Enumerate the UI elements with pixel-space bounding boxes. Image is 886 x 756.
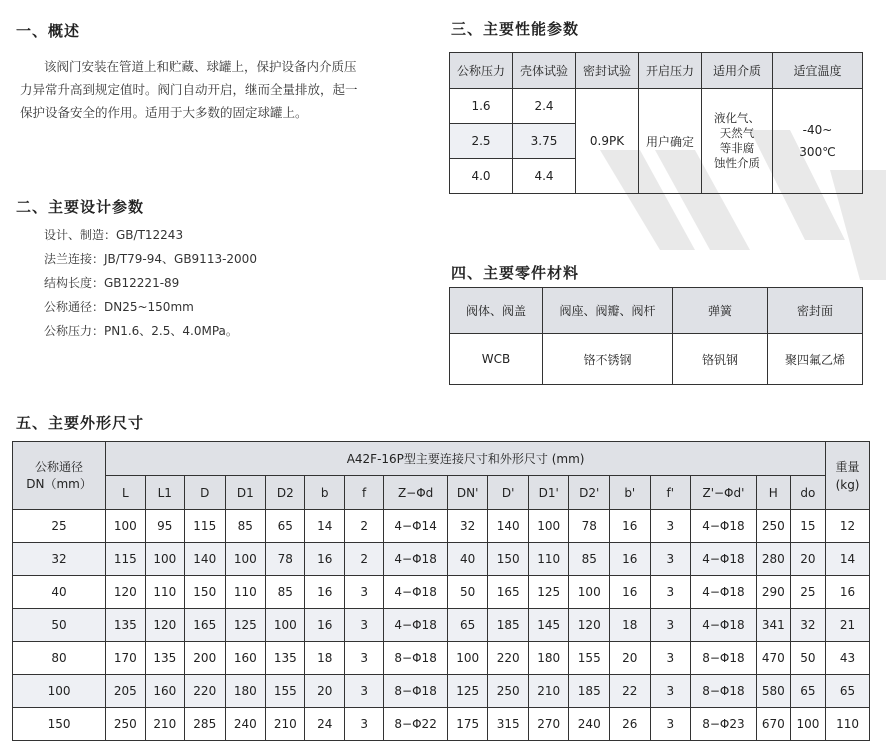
media-line: 等非腐: [719, 141, 755, 155]
dim-cell: 285: [184, 708, 225, 741]
section-2-title: 二、主要设计参数: [16, 198, 145, 216]
dim-cell: 140: [184, 543, 225, 576]
dim-cell: 110: [145, 576, 184, 609]
perf-header: 密封试验: [576, 53, 639, 89]
dim-cell: 290: [756, 576, 790, 609]
dimensions-table: [12, 441, 870, 741]
dim-cell: 32: [447, 510, 488, 543]
dim-cell: 3: [344, 675, 383, 708]
dim-cell: 16: [305, 576, 344, 609]
dim-cell: 120: [569, 609, 610, 642]
dim-cell: 78: [266, 543, 305, 576]
dim-cell: 150: [488, 543, 529, 576]
overview-line: 保护设备安全的作用。适用于大多数的固定球罐上。: [20, 105, 308, 120]
design-param: 设计、制造：GB/T12243: [44, 228, 184, 242]
dim-cell: 65: [447, 609, 488, 642]
dim-cell: 250: [106, 708, 145, 741]
dim-cell: 125: [225, 609, 266, 642]
dim-cell: 220: [488, 642, 529, 675]
dim-cell: 135: [266, 642, 305, 675]
dim-cell: 4−Φ14: [384, 510, 448, 543]
material-cell: 聚四氟乙烯: [768, 334, 863, 385]
dim-cell: 16: [305, 609, 344, 642]
dim-column-header: do: [790, 476, 825, 510]
dim-cell: 150: [184, 576, 225, 609]
dim-cell: 160: [145, 675, 184, 708]
design-param: 法兰连接：JB/T79-94、GB9113-2000: [44, 252, 257, 266]
dim-column-header: Z−Φd: [384, 476, 448, 510]
shell-test-cell: 4.4: [513, 159, 576, 194]
pressure-cell: 4.0: [450, 159, 513, 194]
dim-column-header: f: [344, 476, 383, 510]
dim-cell: 100: [569, 576, 610, 609]
dim-cell: 4−Φ18: [384, 609, 448, 642]
dim-cell: 18: [610, 609, 651, 642]
dn-header: [13, 442, 106, 510]
dim-cell: 155: [569, 642, 610, 675]
dim-cell: 140: [488, 510, 529, 543]
design-param: 公称通径：DN25~150mm: [44, 300, 194, 314]
section-5-title: 五、主要外形尺寸: [16, 414, 145, 432]
overview-line: 该阀门安装在管道上和贮藏、球罐上，保护设备内介质压: [44, 59, 357, 74]
dim-column-header: D1: [225, 476, 266, 510]
dim-cell: 210: [528, 675, 569, 708]
dim-cell: 155: [266, 675, 305, 708]
dim-cell: 200: [184, 642, 225, 675]
temperature-line: 300℃: [799, 145, 836, 159]
dim-cell: 4−Φ18: [691, 510, 757, 543]
material-header: 阀体、阀盖: [450, 288, 543, 334]
dim-cell: 270: [528, 708, 569, 741]
group-header: A42F-16P型主要连接尺寸和外形尺寸 (mm): [106, 442, 826, 476]
material-cell: 铬不锈钢: [543, 334, 673, 385]
dim-column-header: L: [106, 476, 145, 510]
dim-cell: 3: [650, 642, 691, 675]
dn-cell: 50: [13, 609, 106, 642]
dim-column-header: f': [650, 476, 691, 510]
dim-cell: 100: [225, 543, 266, 576]
design-params-list: [44, 223, 257, 343]
dim-cell: 135: [145, 642, 184, 675]
dim-cell: 210: [266, 708, 305, 741]
pressure-cell: 2.5: [450, 124, 513, 159]
dim-cell: 20: [610, 642, 651, 675]
dim-cell: 240: [569, 708, 610, 741]
dim-cell: 470: [756, 642, 790, 675]
material-header: 阀座、阀瓣、阀杆: [543, 288, 673, 334]
dim-cell: 250: [488, 675, 529, 708]
performance-table: [449, 52, 863, 194]
media-line: 蚀性介质: [714, 156, 760, 170]
dim-cell: 50: [447, 576, 488, 609]
dim-cell: 3: [344, 708, 383, 741]
dim-cell: 175: [447, 708, 488, 741]
dim-cell: 85: [266, 576, 305, 609]
perf-header: 适宜温度: [773, 53, 863, 89]
dim-cell: 3: [650, 708, 691, 741]
dim-cell: 220: [184, 675, 225, 708]
perf-header: 开启压力: [639, 53, 702, 89]
overview-text: [20, 55, 424, 124]
dim-cell: 18: [305, 642, 344, 675]
weight-header: [826, 442, 870, 510]
dn-cell: 100: [13, 675, 106, 708]
open-pressure-cell: 用户确定: [639, 89, 702, 194]
dim-column-header: Z'−Φd': [691, 476, 757, 510]
dim-cell: 50: [790, 642, 825, 675]
material-cell: 铬钒钢: [673, 334, 768, 385]
dim-cell: 65: [266, 510, 305, 543]
table-row: [13, 543, 870, 576]
dim-cell: 26: [610, 708, 651, 741]
table-row: [13, 510, 870, 543]
dim-cell: 24: [305, 708, 344, 741]
dn-cell: 25: [13, 510, 106, 543]
dn-header-line: 公称通径: [35, 459, 84, 474]
dim-cell: 20: [790, 543, 825, 576]
dim-cell: 3: [650, 543, 691, 576]
dim-cell: 120: [106, 576, 145, 609]
dim-cell: 180: [225, 675, 266, 708]
dim-cell: 670: [756, 708, 790, 741]
seal-test-cell: 0.9PK: [576, 89, 639, 194]
shell-test-cell: 3.75: [513, 124, 576, 159]
dn-cell: 32: [13, 543, 106, 576]
dim-cell: 85: [225, 510, 266, 543]
dim-cell: 100: [145, 543, 184, 576]
dim-cell: 3: [344, 576, 383, 609]
dim-cell: 40: [447, 543, 488, 576]
dim-cell: 8−Φ18: [384, 642, 448, 675]
dim-cell: 341: [756, 609, 790, 642]
dim-cell: 250: [756, 510, 790, 543]
dim-column-header: b: [305, 476, 344, 510]
materials-table: [449, 287, 863, 385]
dim-cell: 240: [225, 708, 266, 741]
dim-cell: 3: [344, 642, 383, 675]
dim-column-header: b': [610, 476, 651, 510]
section-3-title: 三、主要性能参数: [451, 20, 580, 38]
dim-cell: 100: [447, 642, 488, 675]
dim-cell: 8−Φ18: [691, 642, 757, 675]
dim-cell: 22: [610, 675, 651, 708]
dim-cell: 185: [569, 675, 610, 708]
dn-header-line: DN（mm）: [26, 476, 92, 491]
weight-header-line: 重量: [835, 459, 860, 474]
dim-cell: 100: [528, 510, 569, 543]
section-4-title: 四、主要零件材料: [451, 264, 580, 282]
dim-cell: 20: [305, 675, 344, 708]
temperature-line: -40~: [802, 123, 833, 137]
weight-header-line: (kg): [835, 477, 860, 492]
dim-column-header: D: [184, 476, 225, 510]
dim-cell: 135: [106, 609, 145, 642]
dim-cell: 315: [488, 708, 529, 741]
temperature-cell: [773, 89, 863, 194]
dim-cell: 4−Φ18: [384, 543, 448, 576]
perf-header: 适用介质: [702, 53, 773, 89]
table-row: [13, 609, 870, 642]
dim-cell: 65: [790, 675, 825, 708]
dim-cell: 95: [145, 510, 184, 543]
dim-cell: 170: [106, 642, 145, 675]
dim-cell: 16: [610, 543, 651, 576]
material-header: 密封面: [768, 288, 863, 334]
dim-cell: 280: [756, 543, 790, 576]
dim-cell: 580: [756, 675, 790, 708]
dim-cell: 8−Φ18: [691, 675, 757, 708]
pressure-cell: 1.6: [450, 89, 513, 124]
dim-cell: 210: [145, 708, 184, 741]
dim-cell: 100: [266, 609, 305, 642]
dim-cell: 16: [305, 543, 344, 576]
table-row: [13, 675, 870, 708]
material-cell: WCB: [450, 334, 543, 385]
weight-cell: 16: [826, 576, 870, 609]
dim-cell: 78: [569, 510, 610, 543]
dim-cell: 110: [225, 576, 266, 609]
dim-column-header: D2': [569, 476, 610, 510]
weight-cell: 110: [826, 708, 870, 741]
dim-column-header: H: [756, 476, 790, 510]
weight-cell: 43: [826, 642, 870, 675]
design-param: 公称压力：PN1.6、2.5、4.0MPa。: [44, 324, 238, 338]
dim-cell: 14: [305, 510, 344, 543]
dim-cell: 32: [790, 609, 825, 642]
dim-cell: 15: [790, 510, 825, 543]
dim-cell: 115: [184, 510, 225, 543]
weight-cell: 14: [826, 543, 870, 576]
dim-cell: 2: [344, 543, 383, 576]
section-1-title: 一、概述: [16, 22, 81, 40]
design-param: 结构长度：GB12221-89: [44, 276, 180, 290]
dim-cell: 3: [650, 576, 691, 609]
dim-cell: 115: [106, 543, 145, 576]
dim-cell: 165: [184, 609, 225, 642]
dim-cell: 8−Φ22: [384, 708, 448, 741]
dim-cell: 3: [650, 609, 691, 642]
perf-header: 公称压力: [450, 53, 513, 89]
table-row: [13, 576, 870, 609]
dim-cell: 100: [790, 708, 825, 741]
dim-cell: 8−Φ23: [691, 708, 757, 741]
dim-cell: 25: [790, 576, 825, 609]
perf-header: 壳体试验: [513, 53, 576, 89]
weight-cell: 65: [826, 675, 870, 708]
material-header: 弹簧: [673, 288, 768, 334]
dim-cell: 100: [106, 510, 145, 543]
dim-cell: 8−Φ18: [384, 675, 448, 708]
dim-cell: 4−Φ18: [691, 576, 757, 609]
dim-cell: 185: [488, 609, 529, 642]
dim-cell: 120: [145, 609, 184, 642]
dim-cell: 125: [528, 576, 569, 609]
dim-column-header: L1: [145, 476, 184, 510]
dim-cell: 4−Φ18: [384, 576, 448, 609]
dn-cell: 150: [13, 708, 106, 741]
dim-cell: 16: [610, 510, 651, 543]
dim-cell: 205: [106, 675, 145, 708]
dim-cell: 180: [528, 642, 569, 675]
dim-column-header: D2: [266, 476, 305, 510]
media-line: 液化气、: [714, 111, 760, 125]
weight-cell: 12: [826, 510, 870, 543]
shell-test-cell: 2.4: [513, 89, 576, 124]
weight-cell: 21: [826, 609, 870, 642]
dim-cell: 2: [344, 510, 383, 543]
dn-cell: 40: [13, 576, 106, 609]
dim-cell: 4−Φ18: [691, 543, 757, 576]
dim-cell: 16: [610, 576, 651, 609]
dim-column-header: D': [488, 476, 529, 510]
dim-column-header: D1': [528, 476, 569, 510]
dim-cell: 85: [569, 543, 610, 576]
dim-cell: 145: [528, 609, 569, 642]
dim-cell: 125: [447, 675, 488, 708]
dim-cell: 3: [344, 609, 383, 642]
table-row: [13, 642, 870, 675]
dim-cell: 160: [225, 642, 266, 675]
dim-cell: 4−Φ18: [691, 609, 757, 642]
table-row: [13, 708, 870, 741]
dn-cell: 80: [13, 642, 106, 675]
dim-cell: 110: [528, 543, 569, 576]
dim-cell: 165: [488, 576, 529, 609]
overview-line: 力异常升高到规定值时。阀门自动开启，继而全量排放，起一: [20, 82, 358, 97]
dim-cell: 3: [650, 675, 691, 708]
dim-cell: 3: [650, 510, 691, 543]
media-line: 天然气: [719, 126, 755, 140]
dim-column-header: DN': [447, 476, 488, 510]
media-cell: [702, 89, 773, 194]
